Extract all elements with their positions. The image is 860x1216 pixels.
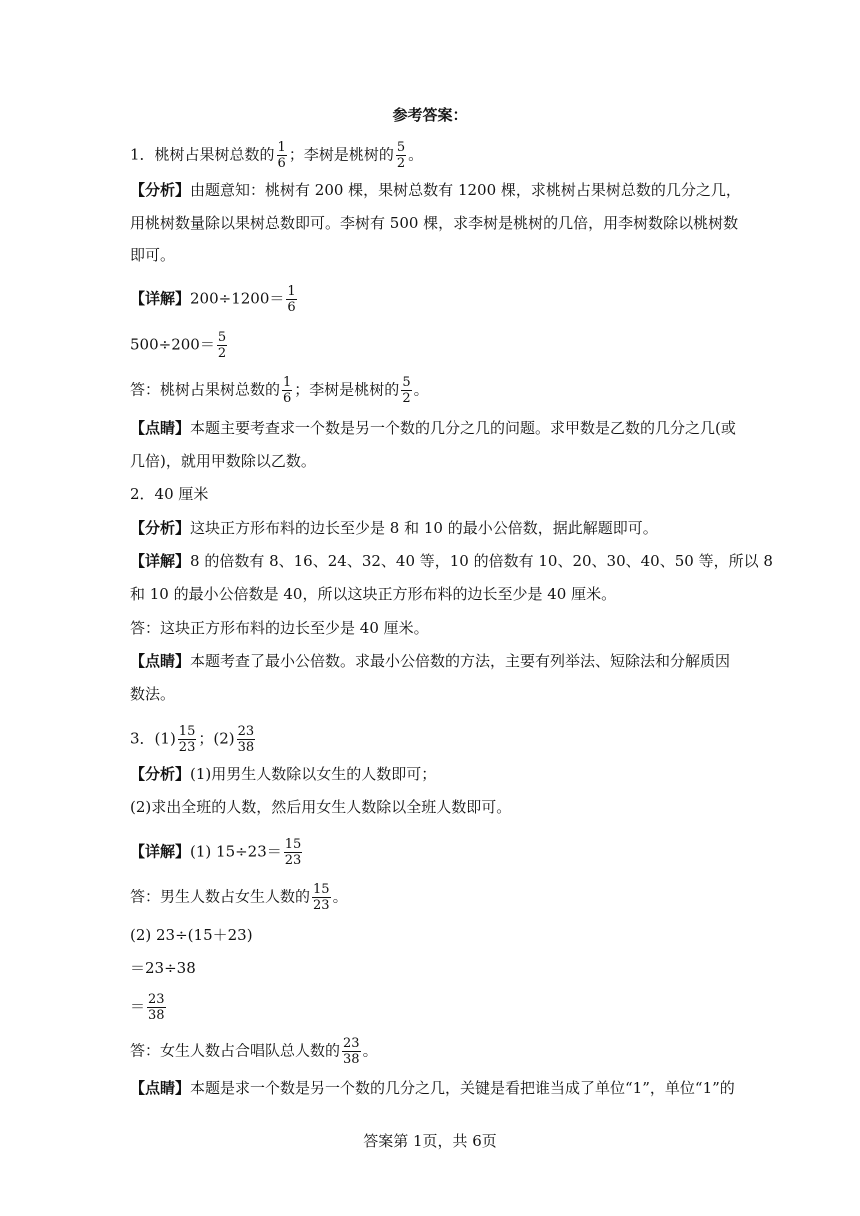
q1-comment-line-1: 【点睛】本题主要考查求一个数是另一个数的几分之几的问题。求甲数是乙数的几分之几(或 (130, 419, 736, 437)
page-title: 参考答案： (392, 106, 468, 124)
q1-detail-2: 500÷200＝ $\frac{5}{2}$ (130, 330, 227, 361)
q2-comment-line-1: 【点睛】本题考查了最小公倍数。求最小公倍数的方法，主要有列举法、短除法和分解质因 (130, 652, 731, 670)
q3-answer-1: 答：男生人数占女生人数的 $\frac{15}{23}$ 。 (130, 882, 348, 913)
fraction: $\frac{23}{38}$ (148, 992, 165, 1023)
q3-analysis-line-2: (2)求出全班的人数，然后用女生人数除以全班人数即可。 (130, 798, 512, 816)
q2-answer: 2．40 厘米 (130, 485, 209, 503)
fraction: $\frac{5}{2}$ (396, 140, 406, 171)
q3-detail-1: 【详解】(1) 15÷23＝ $\frac{15}{23}$ (130, 837, 302, 868)
fraction: $\frac{1}{6}$ (287, 284, 296, 315)
fraction: $\frac{1}{6}$ (277, 140, 286, 171)
fraction: $\frac{23}{38}$ (237, 724, 255, 755)
fraction: $\frac{15}{23}$ (178, 724, 196, 755)
page-footer: 答案第 1页，共 6页 (363, 1132, 497, 1150)
q1-comment-line-2: 几倍)，就用甲数除以乙数。 (130, 452, 316, 470)
q1-analysis-line-1: 【分析】由题意知：桃树有 200 棵，果树总数有 1200 棵，求桃树占果树总数的几分之几， (130, 181, 741, 199)
q2-final-answer: 答：这块正方形布料的边长至少是 40 厘米。 (130, 619, 429, 637)
q3-detail-2-line-1: (2) 23÷(15＋23) (130, 926, 253, 944)
q1-answer-text: 1．桃树占果树总数的 (130, 145, 275, 164)
fraction: $\frac{15}{23}$ (313, 882, 330, 913)
fraction: $\frac{1}{6}$ (283, 375, 292, 406)
q2-detail-line-1: 【详解】8 的倍数有 8、16、24、32、40 等，10 的倍数有 10、20、30、40、50 等，所以 8 (130, 552, 773, 570)
fraction: $\frac{5}{2}$ (402, 375, 411, 406)
q2-comment-line-2: 数法。 (130, 685, 176, 703)
q2-detail-line-2: 和 10 的最小公倍数是 40，所以这块正方形布料的边长至少是 40 厘米。 (130, 585, 617, 603)
q1-detail-1: 【详解】200÷1200＝ $\frac{1}{6}$ (130, 284, 296, 315)
q1-analysis-line-3: 即可。 (130, 246, 176, 264)
q3-detail-2-line-3: ＝ $\frac{23}{38}$ (130, 992, 165, 1023)
q3-comment-line-1: 【点睛】本题是求一个数是另一个数的几分之几，关键是看把谁当成了单位“1”，单位“1”的 (130, 1079, 735, 1097)
fraction: $\frac{5}{2}$ (217, 330, 227, 361)
q3-answer-2: 答：女生人数占合唱队总人数的 $\frac{23}{38}$ 。 (130, 1036, 378, 1067)
q1-analysis-line-2: 用桃树数量除以果树总数即可。李树有 500 棵，求李树是桃树的几倍，用李树数除以桃树数 (130, 214, 739, 232)
q3-analysis-line-1: 【分析】(1)用男生人数除以女生的人数即可； (130, 765, 437, 783)
q3-answer: 3．(1) $\frac{15}{23}$ ；(2) $\frac{23}{38}$ (130, 724, 255, 755)
fraction: $\frac{23}{38}$ (343, 1036, 360, 1067)
q1-final-answer: 答：桃树占果树总数的 $\frac{1}{6}$ ；李树是桃树的 $\frac{5}{2}$ 。 (130, 375, 429, 406)
q1-answer: 1．桃树占果树总数的 $\frac{1}{6}$ ；李树是桃树的 $\frac{5}{2}$ 。 (130, 140, 424, 171)
fraction: $\frac{15}{23}$ (284, 837, 302, 868)
q3-detail-2-line-2: ＝23÷38 (130, 959, 196, 977)
q2-analysis: 【分析】这块正方形布料的边长至少是 8 和 10 的最小公倍数，据此解题即可。 (130, 519, 658, 537)
